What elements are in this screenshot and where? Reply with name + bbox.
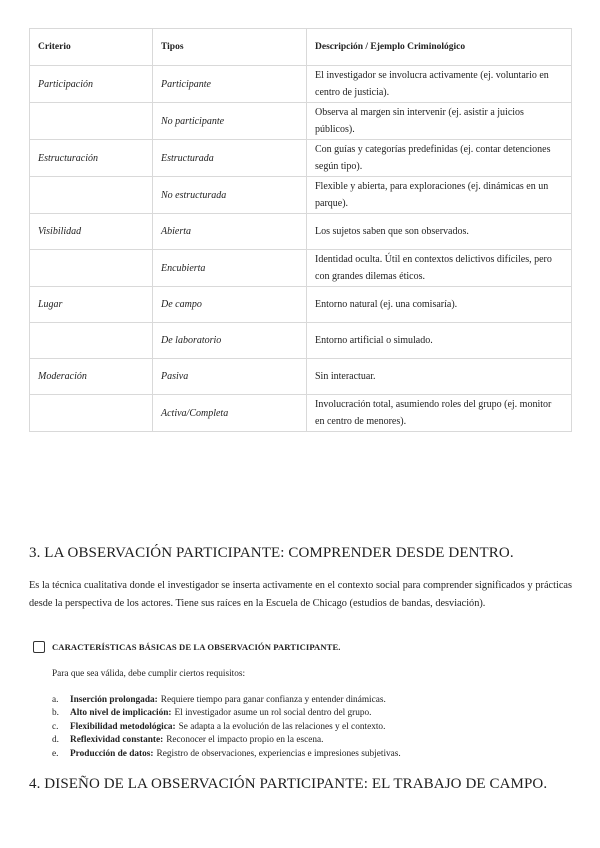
tipo-cell: No estructurada: [153, 177, 307, 214]
list-item: [52, 707, 401, 720]
desc-cell: Entorno artificial o simulado.: [307, 323, 572, 359]
requirements-list: [52, 694, 401, 761]
desc-cell: Sin interactuar.: [307, 359, 572, 395]
section-3-paragraph: Es la técnica cualitativa donde el investigador se inserta activamente en el contexto social para comprender significados y prácticas desde la perspectiva de los actores. Tiene sus raíces en la Escuela de Chicago (estudios de bandas, desviación).: [29, 580, 572, 609]
criterio-cell: [30, 323, 153, 359]
tipo-cell: Participante: [153, 66, 307, 103]
criterio-cell: [30, 177, 153, 214]
desc-cell: Con guías y categorías predefinidas (ej. contar detenciones según tipo).: [307, 140, 572, 177]
table-row: [30, 323, 572, 359]
table-row: [30, 66, 572, 103]
requirements-intro: Para que sea válida, debe cumplir ciertos requisitos:: [52, 669, 246, 679]
list-item: [52, 694, 401, 707]
tipo-cell: De campo: [153, 287, 307, 323]
criterio-cell: Participación: [30, 66, 153, 103]
desc-cell: Los sujetos saben que son observados.: [307, 214, 572, 250]
list-marker: c.: [52, 721, 59, 732]
header-descripcion: Descripción / Ejemplo Criminológico: [307, 29, 572, 66]
item-term: Flexibilidad metodológica:: [70, 721, 176, 732]
table-row: [30, 103, 572, 140]
checkbox-icon: [33, 641, 45, 653]
item-term: Reflexividad constante:: [70, 735, 164, 746]
criterio-cell: Estructuración: [30, 140, 153, 177]
desc-cell: Observa al margen sin intervenir (ej. asistir a juicios públicos).: [307, 103, 572, 140]
header-criterio: Criterio: [30, 29, 153, 66]
item-text: Requiere tiempo para ganar confianza y entender dinámicas.: [160, 695, 386, 705]
list-item: [52, 721, 401, 734]
box-title-text: CARACTERÍSTICAS BÁSICAS DE LA OBSERVACIÓN PARTICIPANTE.: [52, 642, 341, 652]
characteristics-box-title: [33, 641, 341, 653]
item-term: Producción de datos:: [70, 748, 154, 759]
desc-cell: Identidad oculta. Útil en contextos delictivos difíciles, pero con grandes dilemas éticos.: [307, 250, 572, 287]
list-marker: b.: [52, 708, 59, 719]
list-marker: a.: [52, 695, 59, 705]
header-tipos: Tipos: [153, 29, 307, 66]
tipo-cell: Abierta: [153, 214, 307, 250]
desc-cell: Flexible y abierta, para exploraciones (ej. dinámicas en un parque).: [307, 177, 572, 214]
criterio-cell: [30, 250, 153, 287]
table-row: [30, 395, 572, 432]
tipo-cell: Estructurada: [153, 140, 307, 177]
criterio-cell: Lugar: [30, 287, 153, 323]
desc-cell: Involucración total, asumiendo roles del grupo (ej. monitor en centro de menores).: [307, 395, 572, 432]
item-text: Se adapta a la evolución de las relaciones y el contexto.: [178, 721, 386, 732]
table-row: [30, 359, 572, 395]
criterio-cell: [30, 395, 153, 432]
desc-cell: El investigador se involucra activamente (ej. voluntario en centro de justicia).: [307, 66, 572, 103]
tipo-cell: Encubierta: [153, 250, 307, 287]
item-text: El investigador asume un rol social dentro del grupo.: [174, 708, 372, 719]
tipo-cell: Pasiva: [153, 359, 307, 395]
section-4-heading: 4. DISEÑO DE LA OBSERVACIÓN PARTICIPANTE: EL TRABAJO DE CAMPO.: [29, 776, 548, 792]
criterio-cell: Moderación: [30, 359, 153, 395]
table-row: [30, 287, 572, 323]
table-row: [30, 250, 572, 287]
desc-cell: Entorno natural (ej. una comisaría).: [307, 287, 572, 323]
item-text: Registro de observaciones, experiencias e impresiones subjetivas.: [156, 748, 401, 759]
table-header-row: [30, 29, 572, 66]
list-marker: e.: [52, 748, 59, 759]
criterio-cell: Visibilidad: [30, 214, 153, 250]
observation-types-table: [29, 28, 572, 432]
list-marker: d.: [52, 735, 59, 746]
table-row: [30, 140, 572, 177]
list-item: [52, 734, 401, 747]
tipo-cell: No participante: [153, 103, 307, 140]
item-text: Reconocer el impacto propio en la escena.: [166, 735, 324, 746]
list-item: [52, 748, 401, 761]
tipo-cell: Activa/Completa: [153, 395, 307, 432]
item-term: Alto nivel de implicación:: [70, 708, 172, 719]
item-term: Inserción prolongada:: [70, 695, 158, 705]
table-row: [30, 177, 572, 214]
section-3-heading: 3. LA OBSERVACIÓN PARTICIPANTE: COMPRENDER DESDE DENTRO.: [29, 545, 514, 561]
criterio-cell: [30, 103, 153, 140]
table-row: [30, 214, 572, 250]
tipo-cell: De laboratorio: [153, 323, 307, 359]
